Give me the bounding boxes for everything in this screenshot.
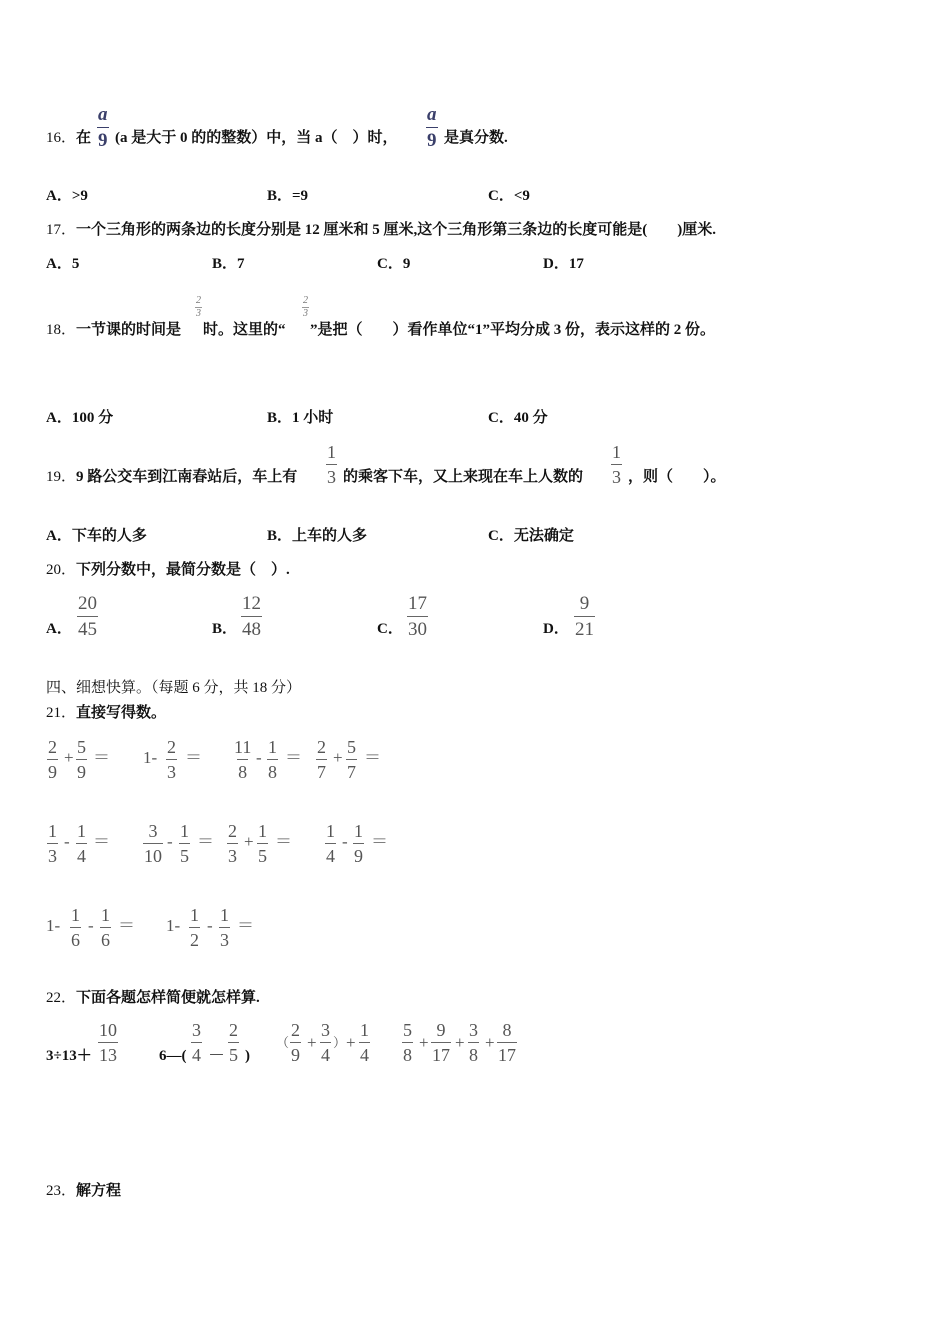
q22-e4-plus-2: +: [455, 1033, 465, 1052]
q22-line: [46, 988, 260, 1008]
q21-r3-e1-frac-b: 1 6: [101, 905, 110, 950]
q22-e3-frac-c: 1 4: [360, 1020, 369, 1065]
q22-e4-frac-a: 5 8: [403, 1020, 412, 1065]
q21-number: 21．: [46, 705, 77, 721]
q18-text-1: 一节课的时间是: [76, 322, 182, 338]
q18-text-2: 时。这里的“: [203, 322, 286, 338]
q21-r1-e1-frac-b: 5 9: [77, 737, 86, 782]
q22-number: 22．: [46, 990, 77, 1006]
q21-r2-e1-frac-a: 1 3: [48, 821, 57, 866]
q16-line: [46, 128, 91, 148]
q21-r1-e3-minus: -: [256, 748, 262, 767]
q23-number: 23．: [46, 1183, 77, 1199]
q21-r2-e2-frac-b: 1 5: [180, 821, 189, 866]
q20-option-c-fraction[interactable]: 17 30: [408, 593, 427, 640]
q21-r1-e3-equals: ＝: [285, 748, 302, 767]
q22-e3-plus: +: [307, 1033, 317, 1052]
q21-r3-e2-frac-b: 1 3: [220, 905, 229, 950]
q22-text: 下面各题怎样简便就怎样算.: [76, 990, 260, 1006]
q20-option-c[interactable]: C．: [377, 621, 403, 637]
q19-text-1: 9 路公交车到江南春站后，车上有: [76, 469, 298, 485]
q21-r2-e4-frac-b: 1 9: [354, 821, 363, 866]
q19-line: [46, 467, 297, 487]
q17-number: 17．: [46, 222, 77, 238]
q21-r3-e1-minus: -: [88, 916, 94, 935]
q17-option-b[interactable]: B．7: [212, 256, 245, 272]
q22-e3-rparen: ）: [333, 1035, 347, 1050]
q16-fraction-a9: a 9: [98, 104, 108, 151]
q21-r2-e4-frac-a: 1 4: [326, 821, 335, 866]
q21-r3-e1-one-minus: 1-: [46, 916, 61, 935]
q20-option-d-fraction[interactable]: 9 21: [575, 593, 594, 640]
q22-e4-plus-1: +: [419, 1033, 429, 1052]
q22-e2-frac-b: 2 5: [229, 1020, 238, 1065]
q19-number: 19．: [46, 469, 77, 485]
q16-text-1: 在: [76, 130, 92, 146]
q21-r1-e4-frac-a: 2 7: [317, 737, 326, 782]
q21-r3-e1-frac-a: 1 6: [71, 905, 80, 950]
q17-option-c[interactable]: C．9: [377, 256, 411, 272]
q21-r1-e4-plus: +: [333, 748, 343, 767]
q21-r3-e2-equals: ＝: [237, 916, 254, 935]
q21-r1-e1-frac-a: 2 9: [48, 737, 57, 782]
q21-r2-e2-equals: ＝: [197, 832, 214, 851]
q21-text: 直接写得数。: [76, 705, 167, 721]
q20-line: [46, 560, 290, 580]
q21-r2-e1-equals: ＝: [93, 832, 110, 851]
q21-r1-e2-equals: ＝: [185, 748, 202, 767]
q21-r1-e2-one-minus: 1-: [143, 748, 158, 767]
q16-option-c[interactable]: C．<9: [488, 188, 530, 204]
q17-option-d[interactable]: D．17: [543, 256, 584, 272]
q17-line: [46, 220, 716, 240]
q22-e2-frac-a: 3 4: [192, 1020, 201, 1065]
q18-line: [46, 320, 181, 340]
q21-r1-e4-equals: ＝: [364, 748, 381, 767]
q22-e3-frac-a: 2 9: [291, 1020, 300, 1065]
q21-r3-e2-one-minus: 1-: [166, 916, 181, 935]
q18-text-3: ”是把（ ）看作单位“1”平均分成 3 份，表示这样的 2 份。: [310, 322, 716, 338]
q21-r1-e2-frac-b: 2 3: [167, 737, 176, 782]
section-4-title: 四、细想快算。（每题 6 分，共 18 分）: [46, 680, 302, 696]
q16-text-2: (a 是大于 0 的的整数）中，当 a（ ）时，: [115, 130, 398, 146]
q21-r2-e4-minus: -: [342, 832, 348, 851]
q21-r1-e3-frac-b: 1 8: [268, 737, 277, 782]
q22-e1-frac: 10 13: [99, 1020, 117, 1065]
q16-option-a[interactable]: A．>9: [46, 188, 88, 204]
q21-r1-e1-equals: ＝: [93, 748, 110, 767]
q17-option-a[interactable]: A．5: [46, 256, 80, 272]
q23-line: [46, 1181, 121, 1201]
q17-text: 一个三角形的两条边的长度分别是 12 厘米和 5 厘米,这个三角形第三条边的长度可能是( )厘米.: [76, 222, 717, 238]
q19-option-b[interactable]: B．上车的人多: [267, 528, 368, 544]
q22-e2-close: ): [245, 1048, 250, 1064]
q21-r1-e1-plus: +: [64, 748, 74, 767]
q20-option-a-fraction[interactable]: 20 45: [78, 593, 97, 640]
q20-option-a[interactable]: A．: [46, 621, 72, 637]
q20-number: 20．: [46, 562, 77, 578]
q18-number: 18．: [46, 322, 77, 338]
q20-text: 下列分数中，最简分数是（ ）.: [76, 562, 290, 578]
q21-r3-e2-frac-a: 1 2: [190, 905, 199, 950]
q22-e4-frac-b: 9 17: [432, 1020, 450, 1065]
q21-r2-e2-frac-a: 3 10: [144, 821, 162, 866]
q21-line: [46, 703, 166, 723]
q20-option-b[interactable]: B．: [212, 621, 238, 637]
q22-e3-plus-2: +: [346, 1033, 356, 1052]
q21-r3-e2-minus: -: [207, 916, 213, 935]
q18-fraction-two-thirds-repeat: 2 3: [303, 295, 308, 319]
q19-text-2: 的乘客下车，又上来现在车上人数的: [343, 469, 584, 485]
q19-option-c[interactable]: C．无法确定: [488, 528, 574, 544]
q18-option-a[interactable]: A．100 分: [46, 410, 114, 426]
q23-text: 解方程: [76, 1183, 122, 1199]
q22-e2-prefix: 6—(: [159, 1048, 187, 1064]
q21-r2-e3-plus: +: [244, 832, 254, 851]
q21-r2-e2-minus: -: [167, 832, 173, 851]
q16-fraction-a9-repeat: a 9: [427, 104, 437, 151]
q20-option-b-fraction[interactable]: 12 48: [242, 593, 261, 640]
q16-text-3: 是真分数.: [444, 130, 508, 146]
q21-r2-e3-frac-b: 1 5: [258, 821, 267, 866]
q18-option-b[interactable]: B．1 小时: [267, 410, 334, 426]
q21-r1-e3-frac-a: 11 8: [234, 737, 252, 782]
q20-option-d[interactable]: D．: [543, 621, 569, 637]
q19-fraction-one-third-repeat: 1 3: [612, 442, 621, 487]
q19-text-3: ，则（ ）。: [628, 469, 726, 485]
q16-option-b[interactable]: B．=9: [267, 188, 309, 204]
q21-r2-e1-frac-b: 1 4: [77, 821, 86, 866]
q22-e4-frac-d: 8 17: [498, 1020, 516, 1065]
q22-e4-frac-c: 3 8: [469, 1020, 478, 1065]
q16-number: 16．: [46, 130, 77, 146]
q22-e2-minus: －: [208, 1046, 225, 1065]
q19-fraction-one-third: 1 3: [327, 442, 336, 487]
q19-option-a[interactable]: A．下车的人多: [46, 528, 147, 544]
q22-e3-lparen: （: [276, 1035, 290, 1050]
q18-option-c[interactable]: C．40 分: [488, 410, 548, 426]
q21-r3-e1-equals: ＝: [118, 916, 135, 935]
q18-fraction-two-thirds: 2 3: [196, 295, 201, 319]
q22-e4-plus-3: +: [485, 1033, 495, 1052]
q21-r2-e4-equals: ＝: [371, 832, 388, 851]
q21-r2-e1-minus: -: [64, 832, 70, 851]
q21-r1-e4-frac-b: 5 7: [347, 737, 356, 782]
q22-e3-frac-b: 3 4: [321, 1020, 330, 1065]
q22-e1-prefix: 3÷13＋: [46, 1048, 92, 1064]
q21-r2-e3-frac-a: 2 3: [228, 821, 237, 866]
q21-r2-e3-equals: ＝: [275, 832, 292, 851]
